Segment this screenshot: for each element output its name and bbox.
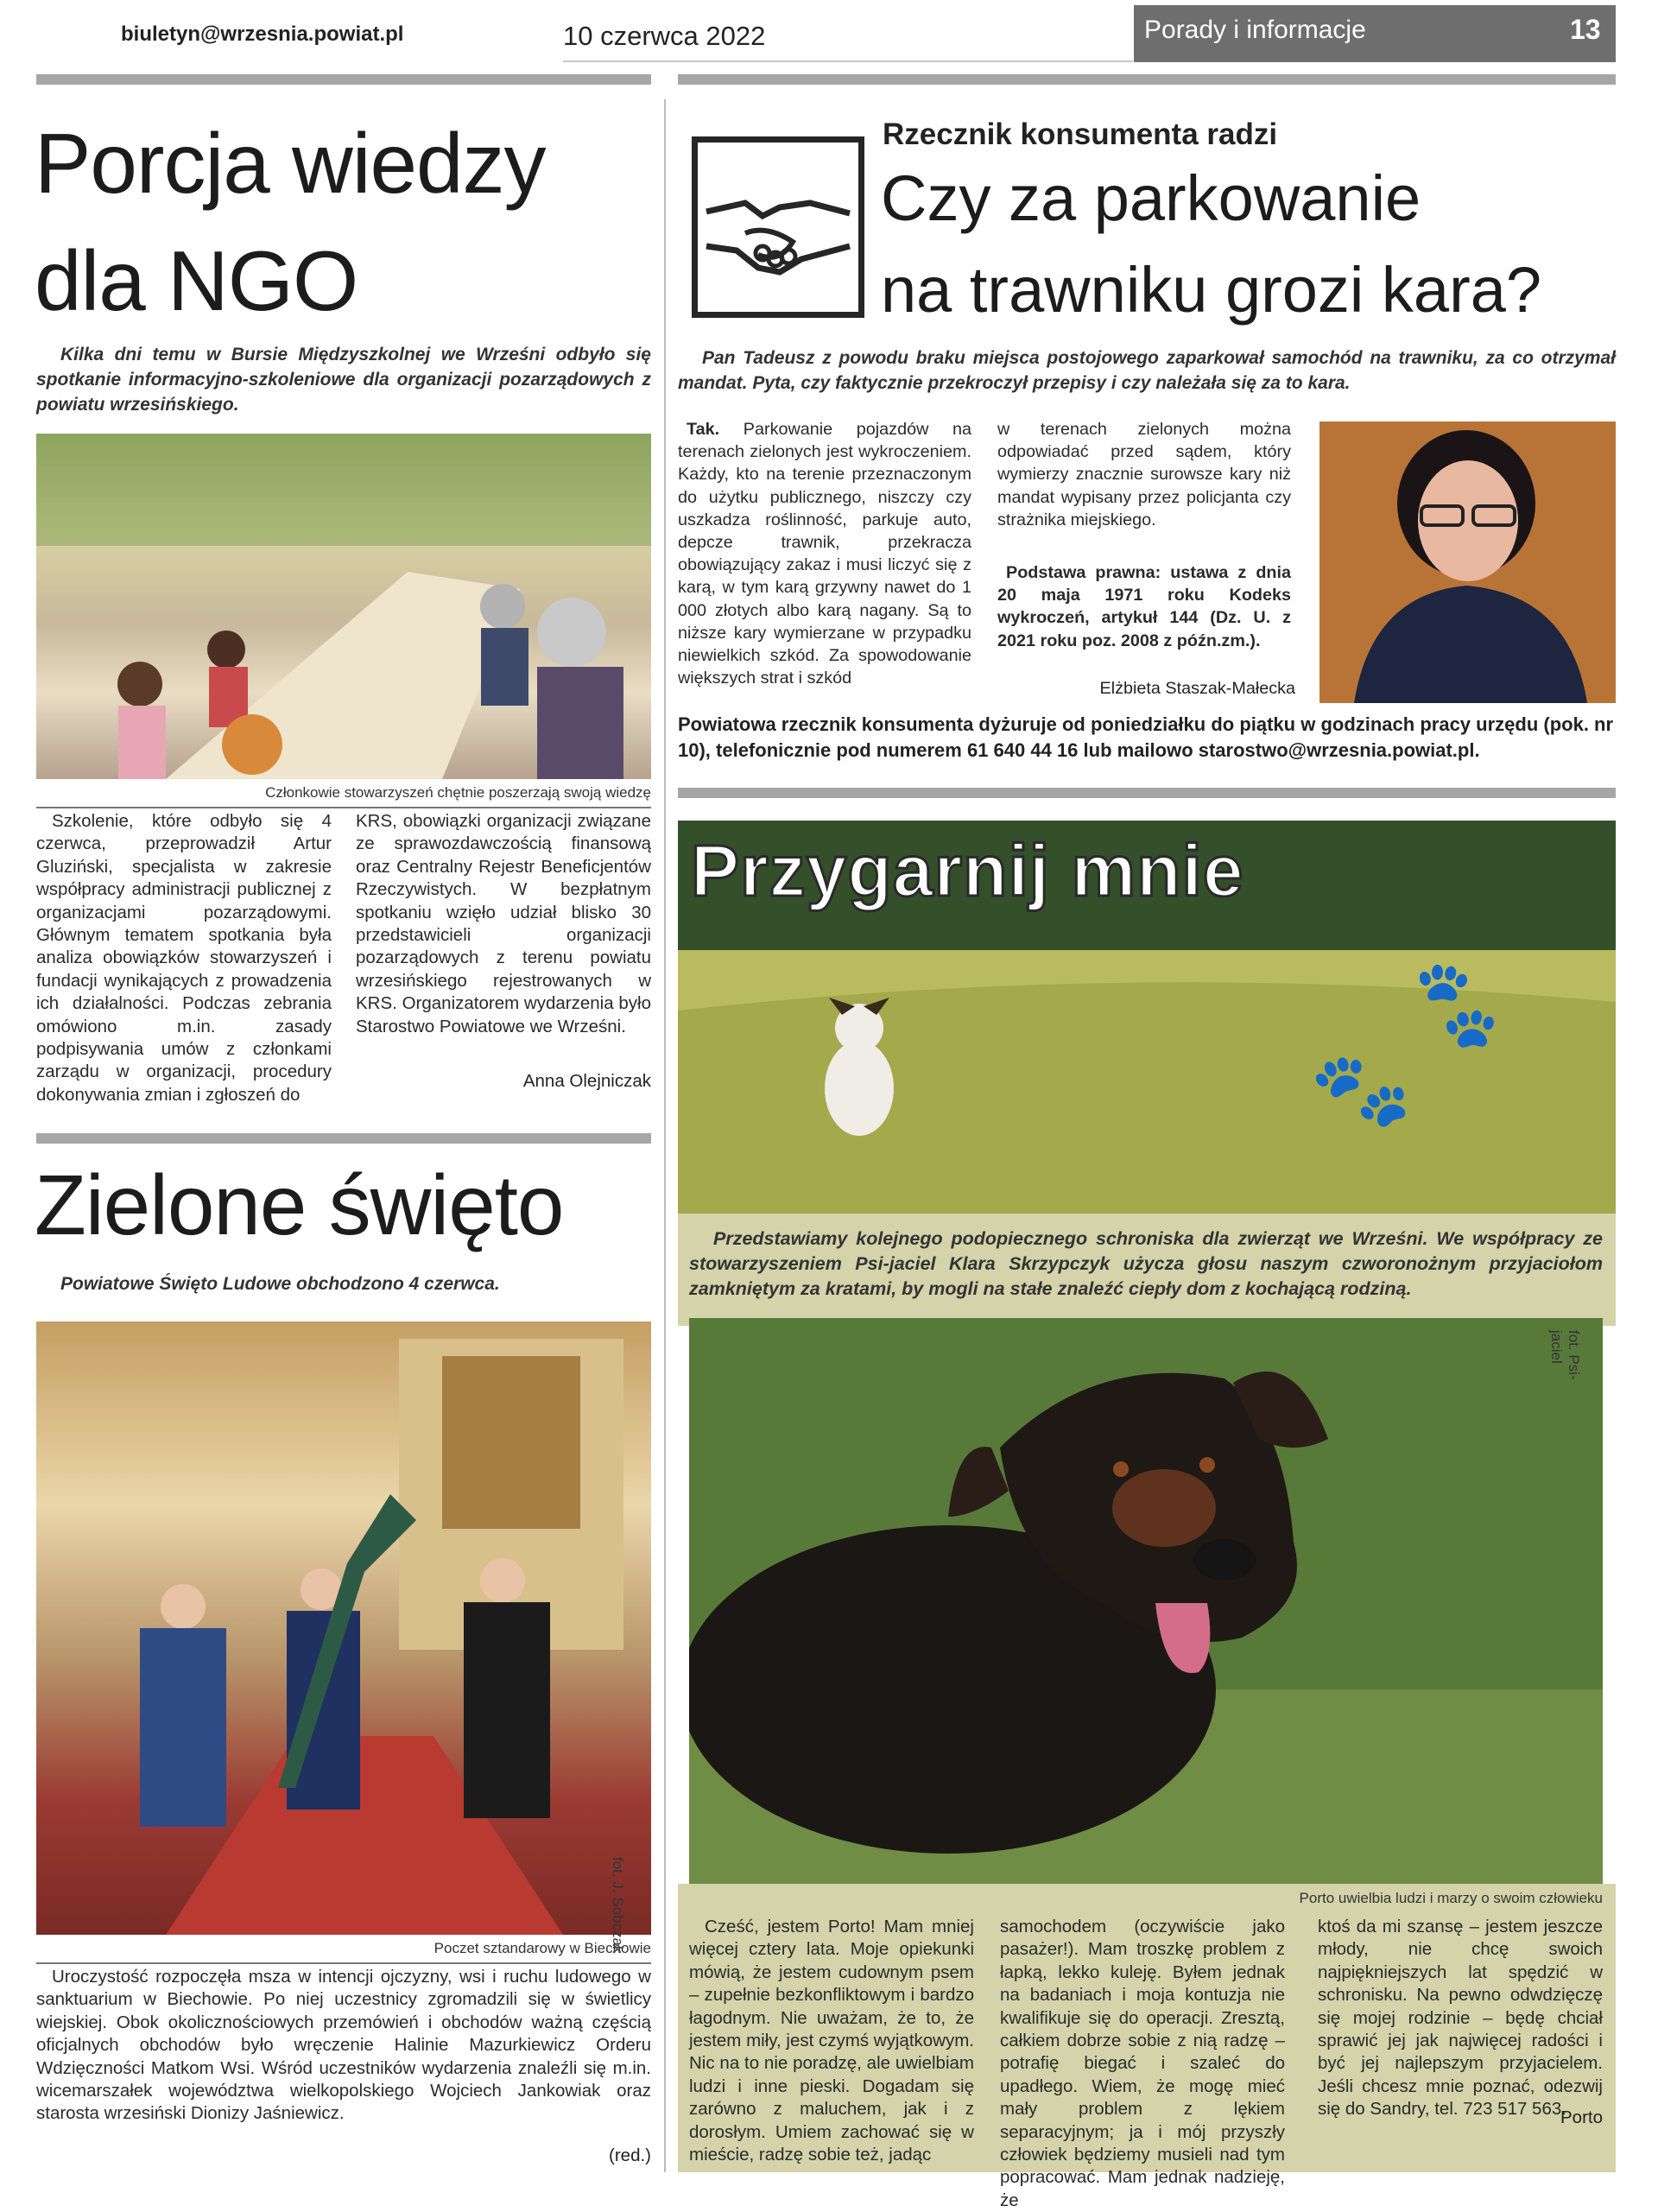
consumer-title-line2: na trawniku grozi kara? bbox=[881, 254, 1542, 326]
adopt-column-1: Cześć, jestem Porto! Mam mniej więcej cztery lata. Moje opiekunki mówią, że jestem cudownym psem – zupełnie bezkonfliktowym i bardzo łagodnym. Nie uważam, że to, że jestem miły, jest czymś wyjątkowym. Nic na to nie poradzę, ale uwielbiam ludzi i inne pieski. Dogadam się zarówno z maluchem, jak i z dorosłym. Umiem zachować się w mieście, radzę sobie też, jadąc bbox=[689, 1917, 974, 2165]
consumer-title-line1: Czy za parkowanie bbox=[881, 162, 1421, 234]
consumer-legal-basis: Podstawa prawna: ustawa z dnia 20 maja 1971 roku Kodeks wykroczeń, artykuł 144 (Dz. U. z 2021 roku poz. 2008 z późn.zm.). bbox=[997, 563, 1291, 650]
green-caption-rule bbox=[36, 1962, 651, 1964]
meeting-photo bbox=[36, 434, 651, 779]
adopt-photo-credit: fot. Psi-jaciel bbox=[1548, 1330, 1582, 1380]
consumer-column-2: w terenach zielonych można odpowiadać przed sądem, który wymierzy znacznie surowsze kary niż mandat wypisany przez policjanta czy strażnika miejskiego. bbox=[997, 420, 1291, 529]
section-label: Porady i informacje bbox=[1144, 16, 1366, 44]
paw-print-icon-2: 🐾 bbox=[1306, 1040, 1416, 1142]
adopt-column-2: samochodem (oczywiście jako pasażer!). Mam troszkę problem z łapką, lekko kuleję. Byłem jednak na badaniach i moja kontuzja nie kwalifikuje się do operacji. Zresztą, całkiem dobrze sobie z nią radzę – potrafię biegać i szaleć do upadłego. Wiem, że mogę mieć mały problem z lękiem separacyjnym; ja i mój przyszły człowiek będziemy musieli nad tym popracować. Mam jednak nadzieję, że bbox=[1000, 1917, 1285, 2210]
green-body: Uroczystość rozpoczęła msza w intencji ojczyzny, wsi i ruchu ludowego w sanktuarium w Biechowie. Po niej uczestnicy zgromadzili się w świetlicy wiejskiej. Obok okolicznościowych przemówień i obchodów ważną częścią oficjalnych obchodów było wręczenie Halinie Mazurkiewicz Orderu Wdzięczności Matkom Wsi. Wśród uczestników wydarzenia znaleźli się m.in. wicemarszałek województwa wielkopolskiego Wojciech Jankowiak oraz starosta wrzesiński Dionizy Jaśniewicz. bbox=[36, 1967, 651, 2124]
adopt-rule bbox=[678, 788, 1616, 798]
ngo-title-line2: dla NGO bbox=[35, 233, 358, 328]
consumer-column-1 bbox=[678, 418, 971, 689]
consumer-office-hours: Powiatowa rzecznik konsumenta dyżuruje od poniedziałku do piątku w godzinach pracy urzędu (pok. nr 10), telefonicznie pod numerem 61 640 44 16 lub mailowo starostwo@wrzesnia.powiat.pl. bbox=[678, 713, 1614, 761]
header-email: biuletyn@wrzesnia.powiat.pl bbox=[121, 22, 404, 46]
church-photo bbox=[36, 1321, 651, 1935]
consumer-answer-yes: Tak. bbox=[687, 420, 720, 439]
ngo-author: Anna Olejniczak bbox=[522, 1071, 651, 1091]
consumer-lead: Pan Tadeusz z powodu braku miejsca postojowego zaparkował samochód na trawniku, za co otrzymał mandat. Pyta, czy faktycznie przekroczył przepisy i czy należała się za to kara. bbox=[678, 348, 1616, 393]
adopt-title: Przygarnij mnie bbox=[691, 830, 1244, 911]
consumer-column-1-text: Parkowanie pojazdów na terenach zielonych jest wykroczeniem. Każdy, kto na terenie przeznaczonym do użytku publicznego, niszczy czy uszkadza roślinność, parkuje auto, depcze trawnik, przekracza obowiązujący zakaz i musi liczyć się z karą, w tym karą grzywny nawet do 1 000 złotych albo karą nagany. Są to niższe kary wymierzane w przypadku niewielkich szkód. Za spowodowanie większych strat i szkód bbox=[678, 420, 972, 688]
meeting-illustration bbox=[36, 434, 651, 779]
portrait-illustration bbox=[1319, 421, 1616, 703]
dog-illustration bbox=[689, 1318, 1603, 1884]
header-date: 10 czerwca 2022 bbox=[563, 21, 766, 51]
consumer-kicker: Rzecznik konsumenta radzi bbox=[883, 117, 1278, 151]
ngo-column-1: Szkolenie, które odbyło się 4 czerwca, przeprowadził Artur Gluziński, specjalista w zakresie współpracy administracji publicznej z organizacjami pozarządowymi. Głównym tematem spotkania była analiza obowiązków stowarzyszeń i fundacji wynikających z prowadzenia ich działalności. Podczas zebrania omówiono m.in. zasady podpisywania umów z członkami zarządu w organizacji, procedury dokonywania zmian i zgłoszeń do bbox=[36, 811, 332, 1105]
adopt-photo-caption: Porto uwielbia ludzi i marzy o swoim człowieku bbox=[1299, 1890, 1603, 1906]
ngo-lead: Kilka dni temu w Bursie Międzyszkolnej we Wrześni odbyło się spotkanie informacyjno-szkoleniowe dla organizacji pozarządowych z powiatu wrzesińskiego. bbox=[36, 345, 651, 415]
top-rule-left bbox=[36, 74, 651, 85]
ngo-column-2: KRS, obowiązki organizacji związane ze sprawozdawczością finansową oraz Centralny Rejestr Beneficjentów Rzeczywistych. W bezpłatnym spotkaniu wzięło udział blisko 30 przedstawicieli organizacji pozarządowych z terenu powiatu wrzesińskiego rejestrowanych w KRS. Organizatorem wydarzenia było Starostwo Powiatowe we Wrześni. bbox=[356, 811, 651, 1036]
green-lead: Powiatowe Święto Ludowe obchodzono 4 czerwca. bbox=[60, 1274, 500, 1294]
adopt-lead: Przedstawiamy kolejnego podopiecznego schroniska dla zwierząt we Wrześni. We współpracy ze stowarzyszeniem Psi-jaciel Klara Skrzypczyk użycza głosu naszym czworonożnym przyjaciołom zamkniętym za kratami, by mogli na stałe znaleźć ciepły dom z kochającą rodziną. bbox=[689, 1228, 1603, 1299]
paw-print-icon: 🐾 bbox=[1397, 950, 1514, 1059]
consumer-author: Elżbieta Staszak-Małecka bbox=[1099, 679, 1295, 698]
page-number: 13 bbox=[1570, 14, 1601, 45]
ngo-title-line1: Porcja wiedzy bbox=[35, 116, 546, 211]
adopt-column-3: ktoś da mi szansę – jestem jeszcze młody, nie chcę swoich najpiękniejszych lat spędzić w schronisku. Na pewno odwdzięczę się mojej rodzinie – będę chciał sprawić jej jak najwięcej radości i być jej najlepszym przyjacielem. Jeśli chcesz mnie poznać, odezwij się do Sandry, tel. 723 517 563. bbox=[1318, 1917, 1603, 2120]
header-divider bbox=[563, 60, 1133, 62]
porto-dog-photo bbox=[689, 1318, 1603, 1884]
green-photo-caption: Poczet sztandarowy w Biechowie bbox=[433, 1940, 651, 1956]
column-divider bbox=[664, 99, 666, 2172]
adopt-author: Porto bbox=[1560, 2107, 1603, 2127]
consumer-portrait bbox=[1319, 421, 1616, 703]
green-author: (red.) bbox=[609, 2145, 651, 2165]
ngo-photo-caption: Członkowie stowarzyszeń chętnie poszerzają swoją wiedzę bbox=[265, 784, 651, 801]
green-title: Zielone święto bbox=[35, 1157, 564, 1252]
top-rule-right bbox=[678, 74, 1616, 85]
green-rule bbox=[36, 1133, 651, 1144]
green-photo-credit: fot. J. Sobczak bbox=[610, 1857, 626, 1954]
church-illustration bbox=[36, 1321, 651, 1935]
caption-rule bbox=[36, 807, 651, 808]
handshake-icon bbox=[692, 136, 864, 318]
